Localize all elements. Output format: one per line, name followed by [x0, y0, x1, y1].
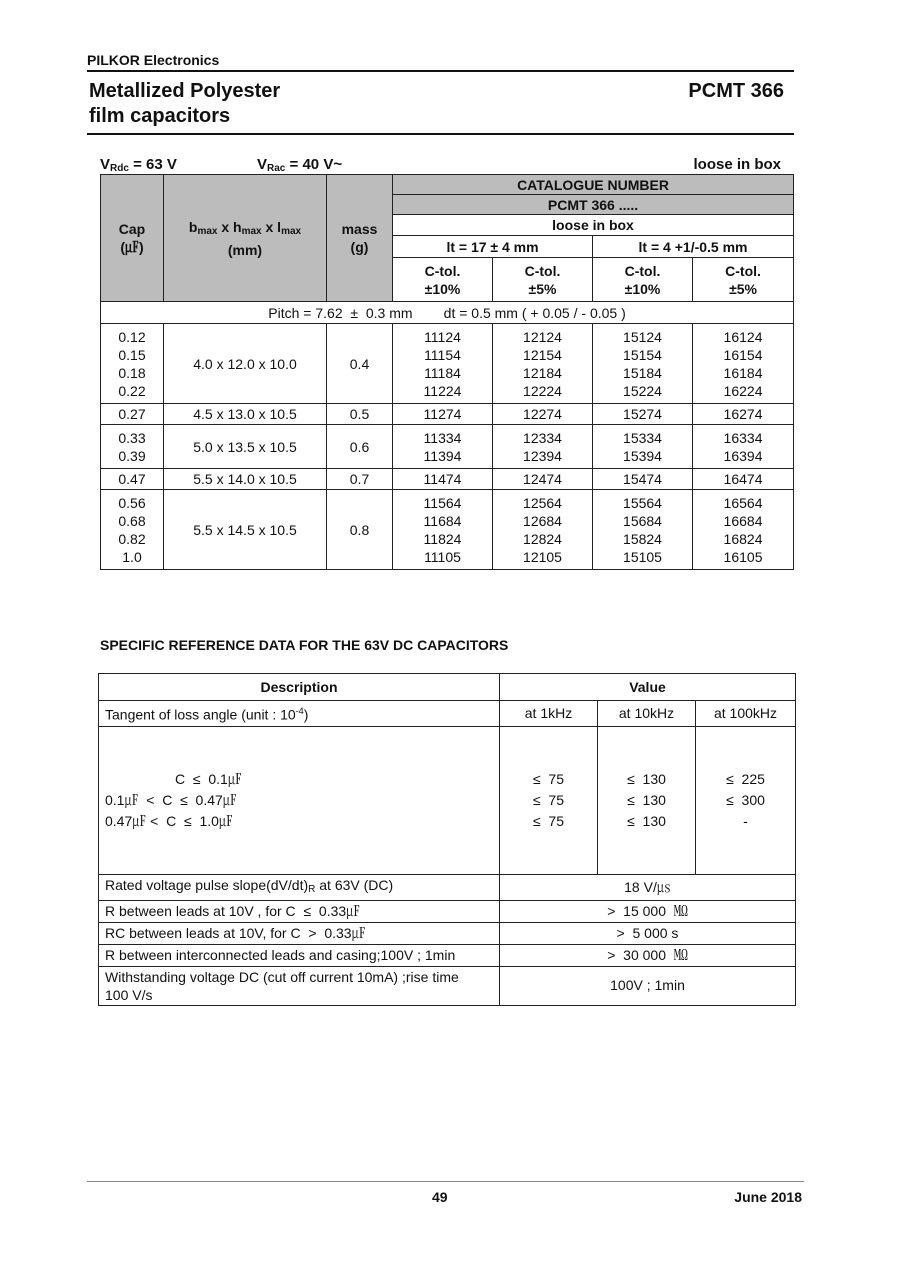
- catalogue-number-cell: 15124 15154 15184 15224: [593, 324, 693, 404]
- catalogue-number-cell: 12474: [493, 469, 593, 490]
- catalogue-row: [101, 490, 794, 570]
- model-number: PCMT 366: [688, 80, 784, 102]
- catalogue-number-cell: 11474: [393, 469, 493, 490]
- ref-row-desc: R between interconnected leads and casing;100V ; 1min: [99, 944, 500, 966]
- dimension-value: 4.0 x 12.0 x 10.0: [164, 324, 327, 404]
- catalogue-number-cell: 16474: [693, 469, 794, 490]
- withstand-voltage-value: 100V ; 1min: [500, 966, 796, 1005]
- catalogue-number-cell: 11124 11154 11184 11224: [393, 324, 493, 404]
- catalogue-number-cell: 11564 11684 11824 11105: [393, 490, 493, 570]
- header-tol-5-b: C-tol. ±5%: [693, 258, 794, 302]
- cap-values: 0.33 0.39: [101, 425, 164, 469]
- tan-values-100khz: ≤ 225 ≤ 300 -: [696, 726, 796, 874]
- header-tol-5-a: C-tol. ±5%: [493, 258, 593, 302]
- header-lead-length-4: lt = 4 +1/-0.5 mm: [593, 236, 794, 258]
- header-tol-10-a: C-tol. ±10%: [393, 258, 493, 302]
- cap-values: 0.27: [101, 404, 164, 425]
- header-packing: loose in box: [393, 215, 794, 236]
- header-cap: Cap (㎌): [101, 175, 164, 302]
- freq-1khz: at 1kHz: [500, 701, 598, 727]
- product-title-line1: Metallized Polyester: [89, 80, 281, 102]
- header-tol-10-b: C-tol. ±10%: [593, 258, 693, 302]
- catalogue-number-cell: 12274: [493, 404, 593, 425]
- company-name: PILKOR Electronics: [87, 52, 220, 68]
- tan-values-10khz: ≤ 130 ≤ 130 ≤ 130: [598, 726, 696, 874]
- withstand-voltage-label: Withstanding voltage DC (cut off current 10mA) ;rise time 100 V/s: [99, 966, 500, 1005]
- catalogue-number-cell: 12564 12684 12824 12105: [493, 490, 593, 570]
- header-description: Description: [99, 674, 500, 701]
- header-value: Value: [500, 674, 796, 701]
- catalogue-number-cell: 12334 12394: [493, 425, 593, 469]
- header-lead-length-17: lt = 17 ± 4 mm: [393, 236, 593, 258]
- footer-date: June 2018: [734, 1189, 802, 1205]
- ref-row-desc: R between leads at 10V , for C ≤ 0.33㎌: [99, 900, 500, 922]
- catalogue-table: [100, 174, 794, 570]
- dimension-value: 4.5 x 13.0 x 10.5: [164, 404, 327, 425]
- pulse-slope-label: Rated voltage pulse $slope(dV/dt)_R$ at 63V (DC): [99, 874, 500, 900]
- cap-values: 0.56 0.68 0.82 1.0: [101, 490, 164, 570]
- cap-values: 0.47: [101, 469, 164, 490]
- header-mass: mass (g): [327, 175, 393, 302]
- ref-row-value: > 5 000 s: [500, 922, 796, 944]
- header-series: PCMT 366 .....: [393, 195, 794, 215]
- catalogue-row: [101, 324, 794, 404]
- freq-100khz: at 100kHz: [696, 701, 796, 727]
- tan-loss-label: Tangent of loss angle (unit : $10^{-4}$): [99, 701, 500, 727]
- section-title: SPECIFIC REFERENCE DATA FOR THE 63V DC CAPACITORS: [100, 637, 509, 653]
- vrac-rating: $V_{Rac} = 40$ V~: [257, 156, 343, 174]
- catalogue-number-cell: 16124 16154 16184 16224: [693, 324, 794, 404]
- mass-value: 0.8: [327, 490, 393, 570]
- cap-values: 0.12 0.15 0.18 0.22: [101, 324, 164, 404]
- tan-conditions: C ≤ 0.1㎌ 0.1㎌ < C ≤ 0.47㎌ 0.47㎌ < C ≤ 1.0㎌: [99, 726, 500, 874]
- catalogue-row: [101, 404, 794, 425]
- product-title-line2: film capacitors: [89, 105, 231, 127]
- header-rule: [87, 70, 794, 72]
- vrdc-rating: $V_{Rdc} = 63$ V: [100, 156, 177, 174]
- mass-value: 0.6: [327, 425, 393, 469]
- catalogue-row: [101, 425, 794, 469]
- catalogue-number-cell: 16334 16394: [693, 425, 794, 469]
- footer-rule: [87, 1181, 804, 1182]
- mass-value: 0.4: [327, 324, 393, 404]
- pulse-slope-value: 18 V/㎲: [500, 874, 796, 900]
- catalogue-number-cell: 15274: [593, 404, 693, 425]
- header-dimensions: $b_{max}$ x $h_{max}$ x $l_{max}$ (mm): [164, 175, 327, 302]
- page-number: 49: [432, 1189, 448, 1205]
- mass-value: 0.5: [327, 404, 393, 425]
- freq-10khz: at 10kHz: [598, 701, 696, 727]
- dimension-value: 5.5 x 14.5 x 10.5: [164, 490, 327, 570]
- catalogue-number-cell: 15474: [593, 469, 693, 490]
- reference-table: [98, 673, 796, 1006]
- catalogue-row: [101, 469, 794, 490]
- ref-row-desc: RC between leads at 10V, for C > 0.33㎌: [99, 922, 500, 944]
- ref-row-value: > 30 000 ㏁: [500, 944, 796, 966]
- catalogue-number-cell: 11274: [393, 404, 493, 425]
- dimension-value: 5.0 x 13.5 x 10.5: [164, 425, 327, 469]
- catalogue-number-cell: 16274: [693, 404, 794, 425]
- catalogue-number-cell: 12124 12154 12184 12224: [493, 324, 593, 404]
- tan-values-1khz: ≤ 75 ≤ 75 ≤ 75: [500, 726, 598, 874]
- catalogue-number-cell: 16564 16684 16824 16105: [693, 490, 794, 570]
- title-rule: [87, 133, 794, 135]
- catalogue-number-cell: 15334 15394: [593, 425, 693, 469]
- pitch-note: Pitch = 7.62 ± 0.3 mm dt = 0.5 mm ( + 0.05 / - 0.05 ): [101, 302, 794, 324]
- catalogue-number-cell: 11334 11394: [393, 425, 493, 469]
- catalogue-number-cell: 15564 15684 15824 15105: [593, 490, 693, 570]
- packing-label: loose in box: [693, 156, 781, 173]
- mass-value: 0.7: [327, 469, 393, 490]
- dimension-value: 5.5 x 14.0 x 10.5: [164, 469, 327, 490]
- ref-row-value: > 15 000 ㏁: [500, 900, 796, 922]
- header-catalogue-number: CATALOGUE NUMBER: [393, 175, 794, 195]
